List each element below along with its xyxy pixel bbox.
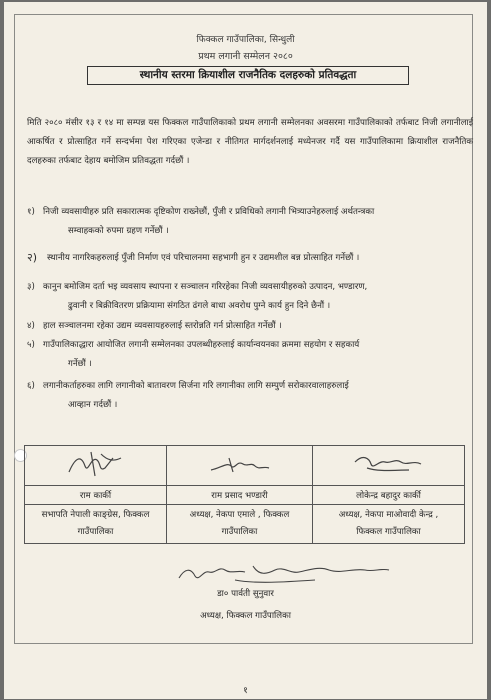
item-text-line: ढुवानी र बिक्रीवितरण प्रक्रियामा संगठित ढंगले बाधा अवरोध पुग्ने कार्य हुन दिने छैनौं । xyxy=(68,301,331,311)
role-line: अध्यक्ष, नेकपा माओवादी केन्द्र , xyxy=(338,510,439,520)
signature-ram-karki xyxy=(61,448,131,480)
signature-lokendra-bahadur-karki xyxy=(349,448,429,480)
signatory-role-2 xyxy=(167,505,313,544)
role-line: फिक्कल गाउँपालिका xyxy=(356,527,421,537)
chair-name: डा० पार्वती सुनुवार xyxy=(217,589,274,599)
header-organization: फिक्कल गाउँपालिका, सिन्धुली xyxy=(196,35,295,45)
signature-cell-2 xyxy=(167,446,313,486)
item-text-line: निजी व्यवसायीहरु प्रति सकारात्मक दृष्टिकोण राख्नेछौं, पुँजी र प्रविधिको लगानी भित्र्याउनेहरुलाई अर्थतन्त्रका xyxy=(43,207,375,217)
signatory-name-2: राम प्रसाद भण्डारी xyxy=(167,486,313,505)
item-number: ३) xyxy=(27,282,35,292)
intro-paragraph: मिति २०८० मंसीर १३ र १४ मा सम्पन्न यस फिक्कल गाउँपालिकाको प्रथम लगानी सम्मेलनका अवसरमा गाउँपालिकाको तर्फबाट निजी लगानीलाई आकर्षित र प्रोत्साहित गर्ने सन्दर्भमा पेश गरिएका एजेन्डा र नीतिगत मार्गदर्शनलाई मध्येनजर गर्दै यस गाउँपालिकामा क्रियाशील राजनैतिक दलहरुका तर्फबाट देहाय बमोजिम प्रतिवद्धता गर्दछौं । xyxy=(27,118,473,166)
item-text-line: स्थानीय नागरिकहरुलाई पुँजी निर्माण एवं परिचालनमा सहभागी हुन र उद्यमशील बन्न प्रोत्साहित गर्नेछौं । xyxy=(47,253,360,263)
item-text-line: आव्हान गर्दछौं । xyxy=(68,400,118,410)
role-line: सभापति नेपाली काङ्ग्रेस, फिक्कल xyxy=(41,510,150,520)
item-number: ६) xyxy=(27,381,35,391)
header-event: प्रथम लगानी सम्मेलन २०८० xyxy=(198,51,293,62)
item-number: ४) xyxy=(27,321,35,331)
item-text-line: कानुन बमोजिम दर्ता भइ व्यवसाय स्थापना र सञ्चालन गरिरहेका निजी व्यवसायीहरुको उत्पादन, भण्डारण, xyxy=(43,282,368,292)
signature-cell-1 xyxy=(25,446,167,486)
role-line: गाउँपालिका xyxy=(77,527,114,537)
item-number: २) xyxy=(27,251,38,264)
signatory-name-1: राम कार्की xyxy=(25,486,167,505)
document-title: स्थानीय स्तरमा क्रियाशील राजनैतिक दलहरुको प्रतिवद्धता xyxy=(87,66,409,85)
item-number: १) xyxy=(27,207,35,217)
role-line: अध्यक्ष, नेकपा एमाले , फिक्कल xyxy=(189,510,290,520)
item-text-line: सम्वाहकको रुपमा ग्रहण गर्नेछौं । xyxy=(68,226,169,236)
item-text-line: हाल सञ्चालनमा रहेका उद्यम व्यवसायहरुलाई स्तरोन्नति गर्न प्रोत्साहित गर्नेछौं । xyxy=(43,321,282,331)
signature-ram-prasad-bhandari xyxy=(205,448,275,480)
chair-role: अध्यक्ष, फिक्कल गाउँपालिका xyxy=(200,611,291,621)
signature-chair xyxy=(175,556,395,590)
signatory-name-3: लोकेन्द्र बहादुर कार्की xyxy=(313,486,465,505)
signatory-role-1 xyxy=(25,505,167,544)
item-text-line: गाउँपालिकाद्धारा आयोजित लगानी सम्मेलनका उपलब्धीहरुलाई कार्यान्वयनका क्रममा सहयोग र सहकार्य xyxy=(43,340,360,350)
signature-cell-3 xyxy=(313,446,465,486)
item-text-line: लगानीकर्ताहरुका लागि लगानीको बातावरण सिर्जना गरि लगानीका लागि सम्पुर्ण सरोकारवालाहरुलाई xyxy=(43,381,349,391)
page-number: १ xyxy=(243,686,248,696)
role-line: गाउँपालिका xyxy=(221,527,258,537)
item-text-line: गर्नेछौं । xyxy=(68,359,92,369)
item-number: ५) xyxy=(27,340,35,350)
signatory-role-3 xyxy=(313,505,465,544)
signatories-table xyxy=(24,445,465,544)
